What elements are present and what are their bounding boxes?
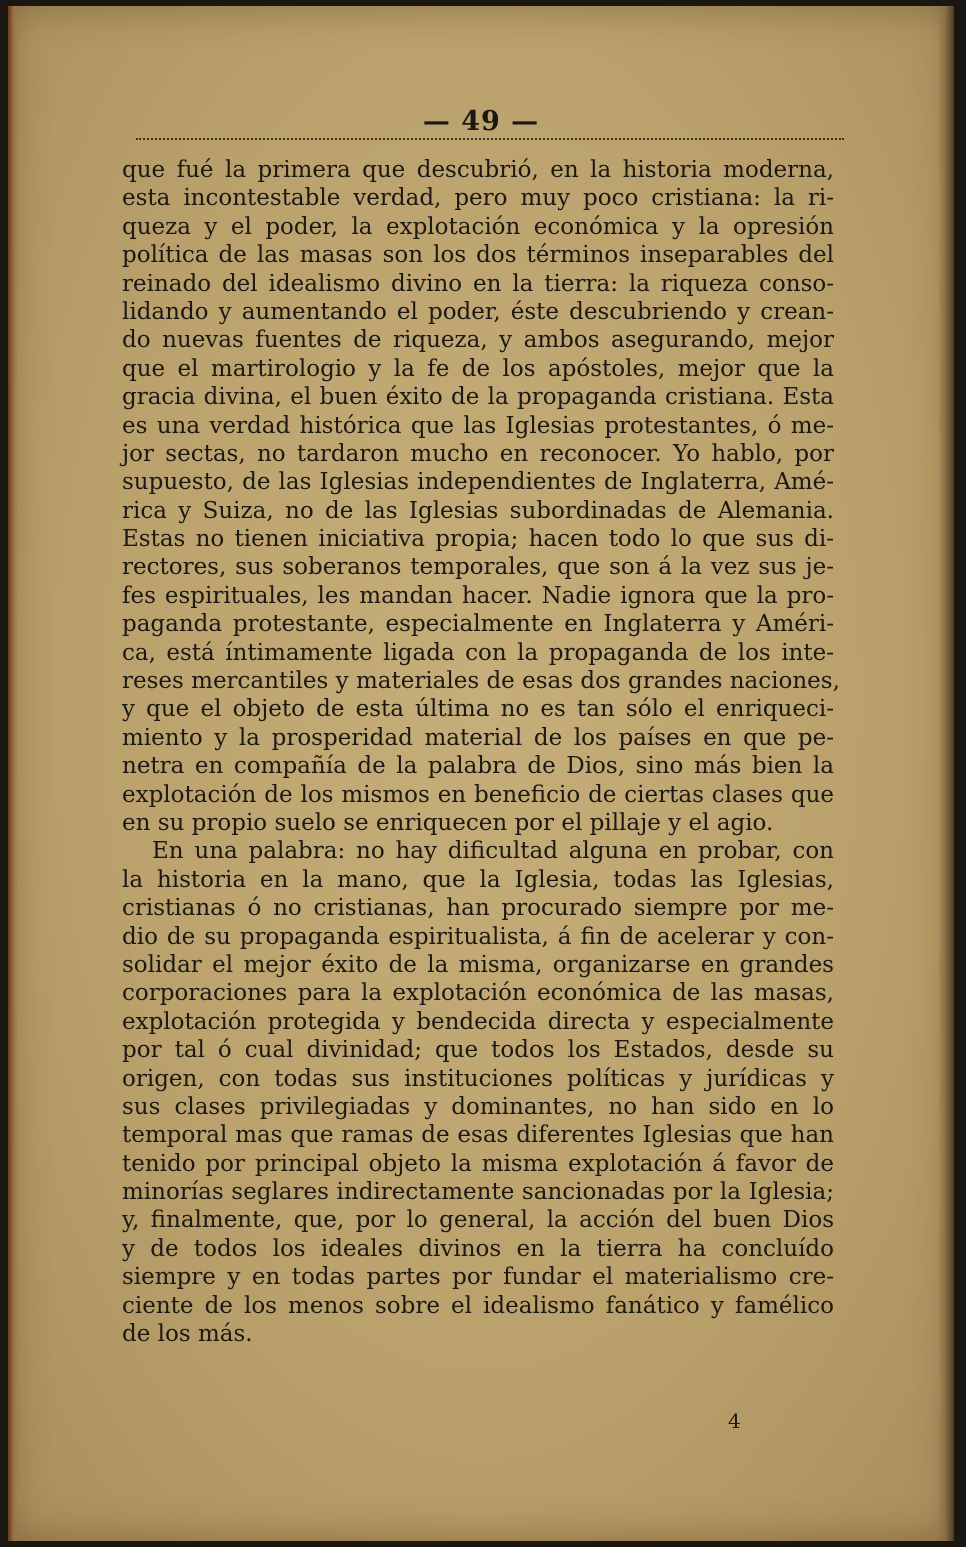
book-page: [8, 6, 954, 1541]
text-line: que el martirologio y la fe de los apóstoles, mejor que la: [122, 355, 834, 382]
text-line: do nuevas fuentes de riqueza, y ambos asegurando, mejor: [122, 327, 834, 354]
text-line: fes espirituales, les mandan hacer. Nadie ignora que la pro-: [122, 582, 834, 609]
text-line: y que el objeto de esta última no es tan sólo el enriqueci-: [122, 696, 834, 723]
text-line: solidar el mejor éxito de la misma, organizarse en grandes: [122, 951, 834, 978]
page-edge-left: [8, 6, 18, 1541]
text-line: tenido por principal objeto la misma explotación á favor de: [122, 1150, 834, 1177]
text-line: minorías seglares indirectamente sancionadas por la Iglesia;: [122, 1179, 834, 1206]
text-line: lidando y aumentando el poder, éste descubriendo y crean-: [122, 298, 834, 325]
text-line: jor sectas, no tardaron mucho en reconocer. Yo hablo, por: [122, 440, 834, 467]
text-line: supuesto, de las Iglesias independientes de Inglaterra, Amé-: [122, 469, 834, 496]
text-line: origen, con todas sus instituciones políticas y jurídicas y: [122, 1065, 834, 1092]
text-line: miento y la prosperidad material de los países en que pe-: [122, 724, 834, 751]
text-line: corporaciones para la explotación económica de las masas,: [122, 980, 834, 1007]
text-line: gracia divina, el buen éxito de la propaganda cristiana. Esta: [122, 384, 834, 411]
text-line: y, finalmente, que, por lo general, la acción del buen Dios: [122, 1207, 834, 1234]
header-rule: [136, 138, 844, 140]
text-line: paganda protestante, especialmente en Inglaterra y Améri-: [122, 611, 834, 638]
text-line: en su propio suelo se enriquecen por el pillaje y el agio.: [122, 809, 774, 836]
text-line: reses mercantiles y materiales de esas dos grandes naciones,: [122, 668, 840, 695]
text-line: Estas no tienen iniciativa propia; hacen todo lo que sus di-: [122, 526, 834, 553]
text-line: reinado del idealismo divino en la tierra: la riqueza conso-: [122, 270, 834, 297]
text-line: política de las masas son los dos términos inseparables del: [122, 242, 834, 269]
text-line: explotación de los mismos en beneficio de ciertas clases que: [122, 781, 834, 808]
text-line: esta incontestable verdad, pero muy poco cristiana: la ri-: [122, 185, 834, 212]
page-edge-right: [938, 6, 954, 1541]
text-line: la historia en la mano, que la Iglesia, todas las Iglesias,: [122, 866, 834, 893]
text-line: explotación protegida y bendecida directa y especialmente: [122, 1008, 834, 1035]
text-line: dio de su propaganda espiritualista, á fin de acelerar y con-: [122, 923, 834, 950]
text-line: En una palabra: no hay dificultad alguna en probar, con: [152, 838, 834, 865]
page-number-header: — 49 —: [422, 106, 540, 137]
text-line: y de todos los ideales divinos en la tierra ha concluído: [122, 1235, 834, 1262]
text-line: ciente de los menos sobre el idealismo fanático y famélico: [122, 1292, 834, 1319]
text-line: queza y el poder, la explotación económica y la opresión: [122, 213, 834, 240]
signature-mark: 4: [728, 1409, 741, 1433]
text-line: netra en compañía de la palabra de Dios, sino más bien la: [122, 753, 834, 780]
text-line: temporal mas que ramas de esas diferentes Iglesias que han: [122, 1122, 834, 1149]
text-line: sus clases privilegiadas y dominantes, no han sido en lo: [122, 1093, 834, 1120]
text-line: cristianas ó no cristianas, han procurado siempre por me-: [122, 895, 834, 922]
text-line: ca, está íntimamente ligada con la propaganda de los inte-: [122, 639, 834, 666]
text-line: que fué la primera que descubrió, en la historia moderna,: [122, 157, 834, 183]
body-text: [122, 156, 840, 1348]
text-line: rectores, sus soberanos temporales, que son á la vez sus je-: [122, 554, 834, 581]
text-line: rica y Suiza, no de las Iglesias subordinadas de Alemania.: [122, 497, 834, 524]
text-line: de los más.: [122, 1321, 253, 1348]
text-line: siempre y en todas partes por fundar el materialismo cre-: [122, 1264, 834, 1291]
text-line: es una verdad histórica que las Iglesias protestantes, ó me-: [122, 412, 834, 439]
text-line: por tal ó cual divinidad; que todos los Estados, desde su: [122, 1037, 834, 1064]
